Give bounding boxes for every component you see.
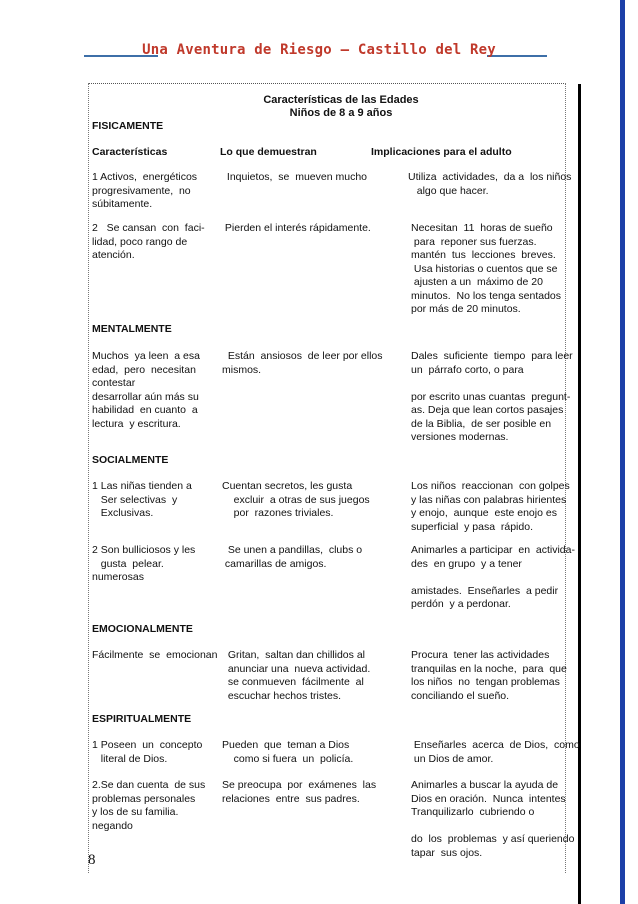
cell-characteristics: 2 Son bulliciosos y les gusta pelear. numerosas	[92, 544, 196, 583]
cell-characteristics: 2.Se dan cuenta de sus problemas personales y los de su familia. negando	[92, 779, 206, 832]
cell-demonstrate: Se preocupa por exámenes las relaciones entre sus padres.	[222, 779, 377, 805]
cell-demonstrate: Pueden que teman a Dios como si fuera un policía.	[222, 739, 354, 765]
column-heading-demonstrate: Lo que demuestran	[220, 146, 317, 158]
cell-implications: Utiliza actividades, da a los niños algo que hacer.	[408, 171, 572, 197]
cell-implications: Animarles a participar en activida- des en grupo y a tener amistades. Enseñarles a pedir perdón y a perdonar.	[411, 544, 575, 610]
section-heading-espiritualmente: ESPIRITUALMENTE	[92, 713, 192, 725]
cell-characteristics: 2 Se cansan con faci- lidad, poco rango de atención.	[92, 222, 205, 261]
cell-implications: Animarles a buscar la ayuda de Dios en oración. Nunca intentes Tranquilizarlo cubriendo o do los problemas y así queriendo tapar sus ojos.	[411, 779, 575, 859]
section-heading-emocionalmente: EMOCIONALMENTE	[92, 623, 193, 635]
page-border-bar	[578, 84, 581, 904]
cell-implications: Procura tener las actividades tranquilas en la noche, para que los niños no tengan problemas conciliando el sueño.	[411, 649, 567, 702]
cell-characteristics: 1 Las niñas tienden a Ser selectivas y Exclusivas.	[92, 480, 192, 519]
page-number: 8	[88, 852, 96, 868]
cell-implications: Enseñarles acerca de Dios, como un Dios de amor.	[413, 739, 580, 765]
cell-demonstrate: Están ansiosos de leer por ellos mismos.	[222, 350, 383, 376]
cell-characteristics: Fácilmente se emocionan	[92, 649, 218, 661]
column-heading-characteristics: Características	[92, 146, 168, 158]
cell-demonstrate: Cuentan secretos, les gusta excluir a otras de sus juegos por razones triviales.	[222, 480, 370, 519]
page-edge-stripe	[620, 0, 625, 904]
section-heading-socialmente: SOCIALMENTE	[92, 454, 169, 466]
cell-demonstrate: Inquietos, se mueven mucho	[224, 171, 367, 183]
cell-characteristics: Muchos ya leen a esa edad, pero necesitan contestar desarrollar aún más su habilidad en cuanto a lectura y escritura.	[92, 350, 200, 430]
column-heading-implications: Implicaciones para el adulto	[371, 146, 512, 158]
cell-demonstrate: Pierden el interés rápidamente.	[222, 222, 371, 234]
cell-demonstrate: Gritan, saltan dan chillidos al anunciar una nueva actividad. se conmueven fácilmente al escuchar hechos tristes.	[227, 649, 371, 702]
header-title: Una Aventura de Riesgo – Castillo del Rey	[142, 42, 496, 58]
page-title: Características de las Edades	[263, 94, 419, 106]
section-heading-fisicamente: FISICAMENTE	[92, 120, 164, 132]
cell-demonstrate: Se unen a pandillas, clubs o camarillas de amigos.	[224, 544, 363, 570]
content-frame-top	[88, 83, 566, 84]
cell-implications: Dales suficiente tiempo para leer un párrafo corto, o para por escrito unas cuantas pregunt- as. Deja que lean cortos pasajes de la Biblia, de ser posible en versiones modernas.	[411, 350, 573, 443]
page-subtitle: Niños de 8 a 9 años	[289, 107, 393, 119]
cell-characteristics: 1 Poseen un concepto literal de Dios.	[92, 739, 203, 765]
content-frame-left	[88, 83, 89, 873]
section-heading-mentalmente: MENTALMENTE	[92, 323, 172, 335]
cell-implications: Necesitan 11 horas de sueño para reponer sus fuerzas. mantén tus lecciones breves. Usa historias o cuentos que se ajusten a un máximo de 20 minutos. No los tenga sentados por más de 20 minutos.	[411, 222, 562, 315]
cell-characteristics: 1 Activos, energéticos progresivamente, no súbitamente.	[92, 171, 198, 210]
cell-implications: Los niños reaccionan con golpes y las niñas con palabras hirientes y enojo, aunque este enojo es superficial y pasa rápido.	[411, 480, 570, 533]
